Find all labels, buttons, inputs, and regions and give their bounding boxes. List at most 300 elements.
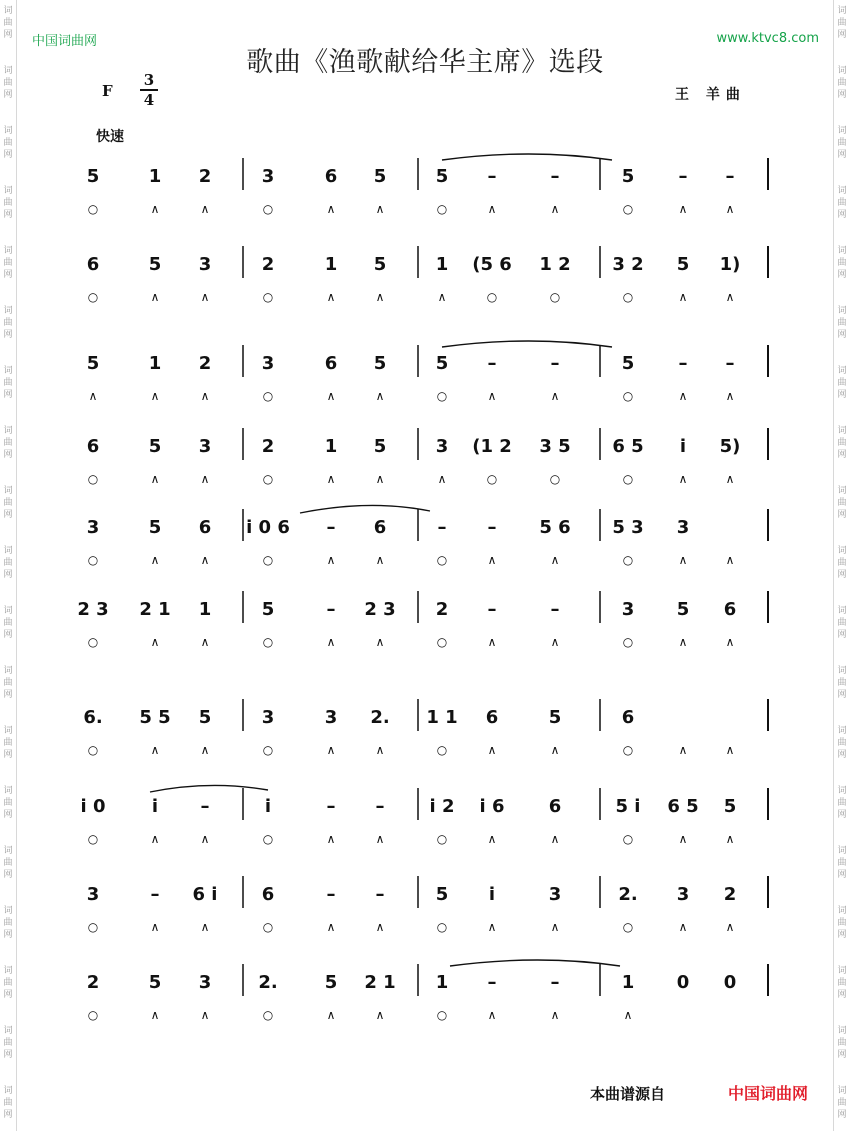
beat-mark: ○ bbox=[262, 472, 274, 486]
score-note: 6 bbox=[723, 599, 737, 620]
beat-mark: ○ bbox=[622, 472, 634, 486]
score-note: – bbox=[375, 796, 385, 817]
beat-mark: ∧ bbox=[678, 290, 688, 304]
footer-source-label: 本曲谱源自 bbox=[590, 1085, 666, 1103]
watermark-char: 曲 bbox=[3, 738, 13, 748]
beat-mark: ∧ bbox=[487, 832, 497, 846]
score-note: (5 6 bbox=[472, 254, 512, 275]
score-note: 5 bbox=[148, 972, 162, 993]
score-note: 2 bbox=[723, 884, 737, 905]
beat-mark: ∧ bbox=[678, 472, 688, 486]
score-note: 5 3 bbox=[612, 517, 644, 538]
beat-mark: ∧ bbox=[375, 920, 385, 934]
watermark-char: 词 bbox=[3, 546, 13, 556]
score-note: 2 bbox=[198, 166, 212, 187]
beat-mark: ∧ bbox=[150, 202, 160, 216]
beat-mark: ○ bbox=[549, 290, 561, 304]
watermark-char: 网 bbox=[3, 450, 13, 460]
tempo-marking: 快速 bbox=[96, 129, 124, 145]
score-note: – bbox=[550, 599, 560, 620]
watermark-char: 曲 bbox=[837, 138, 847, 148]
score-note: – bbox=[550, 353, 560, 374]
score-note: 3 bbox=[86, 517, 100, 538]
beat-mark: ○ bbox=[87, 472, 99, 486]
beat-mark: ○ bbox=[87, 1008, 99, 1022]
beat-mark: ∧ bbox=[487, 743, 497, 757]
score-note: 5 6 bbox=[539, 517, 571, 538]
beat-mark: ∧ bbox=[326, 743, 336, 757]
time-signature-top: 3 bbox=[143, 71, 155, 89]
beat-mark: ○ bbox=[486, 472, 498, 486]
score-note: 5 bbox=[723, 796, 737, 817]
watermark-char: 网 bbox=[837, 990, 847, 1000]
score-note: 5 bbox=[676, 254, 690, 275]
beat-mark: ○ bbox=[262, 743, 274, 757]
score-note: 6 bbox=[548, 796, 562, 817]
watermark-char: 网 bbox=[837, 810, 847, 820]
watermark-char: 曲 bbox=[3, 138, 13, 148]
tie-slur bbox=[300, 505, 430, 513]
beat-mark: ∧ bbox=[487, 1008, 497, 1022]
beat-mark: ∧ bbox=[678, 743, 688, 757]
watermark-char: 曲 bbox=[837, 978, 847, 988]
score-note: 3 bbox=[198, 254, 212, 275]
beat-mark: ○ bbox=[262, 832, 274, 846]
beat-mark: ∧ bbox=[150, 743, 160, 757]
beat-mark: ○ bbox=[87, 290, 99, 304]
score-note: 5 bbox=[148, 517, 162, 538]
score-note: 2. bbox=[618, 884, 638, 905]
score-note: 0 bbox=[676, 972, 690, 993]
beat-mark: ○ bbox=[262, 389, 274, 403]
beat-mark: ∧ bbox=[200, 553, 210, 567]
tie-slur bbox=[150, 785, 268, 792]
watermark-char: 词 bbox=[3, 726, 13, 736]
watermark-char: 词 bbox=[3, 1086, 13, 1096]
watermark-char: 词 bbox=[3, 66, 13, 76]
score-note: 3 bbox=[198, 436, 212, 457]
watermark-char: 词 bbox=[3, 1026, 13, 1036]
beat-mark: ○ bbox=[486, 290, 498, 304]
beat-mark: ∧ bbox=[326, 832, 336, 846]
watermark-char: 曲 bbox=[3, 798, 13, 808]
score-note: 1 bbox=[324, 436, 338, 457]
score-note: 1 bbox=[198, 599, 212, 620]
watermark-char: 网 bbox=[3, 810, 13, 820]
beat-mark: ○ bbox=[622, 635, 634, 649]
score-note: 5 5 bbox=[139, 707, 171, 728]
score-note: – bbox=[487, 972, 497, 993]
score-note: 3 bbox=[548, 884, 562, 905]
score-note: 6 5 bbox=[667, 796, 699, 817]
score-note: 1 bbox=[148, 166, 162, 187]
watermark-char: 词 bbox=[837, 246, 847, 256]
score-note: 2 bbox=[261, 436, 275, 457]
watermark-char: 曲 bbox=[837, 198, 847, 208]
score-note: 3 bbox=[86, 884, 100, 905]
watermark-char: 曲 bbox=[3, 1098, 13, 1108]
beat-mark: ○ bbox=[262, 1008, 274, 1022]
beat-mark: ∧ bbox=[550, 635, 560, 649]
watermark-char: 曲 bbox=[837, 18, 847, 28]
watermark-char: 词 bbox=[3, 606, 13, 616]
watermark-char: 词 bbox=[837, 786, 847, 796]
score-note: i bbox=[151, 796, 159, 817]
watermark-char: 词 bbox=[3, 366, 13, 376]
watermark-char: 网 bbox=[837, 1110, 847, 1120]
tie-slur bbox=[450, 960, 620, 966]
score-note: 1 2 bbox=[539, 254, 571, 275]
score-note: 1 bbox=[148, 353, 162, 374]
watermark-char: 网 bbox=[837, 1050, 847, 1060]
page-title: 歌曲《渔歌献给华主席》选段 bbox=[246, 47, 604, 78]
score-note: 5 bbox=[198, 707, 212, 728]
score-note: – bbox=[725, 353, 735, 374]
watermark-char: 网 bbox=[3, 1110, 13, 1120]
watermark-char: 网 bbox=[3, 330, 13, 340]
site-url-right[interactable]: www.ktvc8.com bbox=[716, 31, 819, 46]
watermark-char: 曲 bbox=[837, 678, 847, 688]
watermark-char: 网 bbox=[837, 90, 847, 100]
score-note: – bbox=[375, 884, 385, 905]
watermark-char: 曲 bbox=[3, 438, 13, 448]
score-note: 6 bbox=[198, 517, 212, 538]
watermark-char: 词 bbox=[837, 1026, 847, 1036]
beat-mark: ∧ bbox=[326, 202, 336, 216]
watermark-char: 网 bbox=[837, 390, 847, 400]
watermark-char: 词 bbox=[837, 906, 847, 916]
beat-mark: ∧ bbox=[326, 920, 336, 934]
watermark-char: 词 bbox=[837, 726, 847, 736]
watermark-char: 词 bbox=[3, 426, 13, 436]
watermark-char: 网 bbox=[3, 90, 13, 100]
score-note: 6 i bbox=[192, 884, 218, 905]
beat-mark: ∧ bbox=[150, 472, 160, 486]
beat-mark: ∧ bbox=[375, 635, 385, 649]
watermark-char: 曲 bbox=[3, 78, 13, 88]
beat-mark: ∧ bbox=[150, 635, 160, 649]
watermark-char: 网 bbox=[837, 630, 847, 640]
beat-mark: ○ bbox=[436, 553, 448, 567]
score-note: i 6 bbox=[479, 796, 505, 817]
watermark-char: 网 bbox=[837, 210, 847, 220]
watermark-char: 曲 bbox=[3, 978, 13, 988]
beat-mark: ∧ bbox=[487, 202, 497, 216]
score-note: i bbox=[264, 796, 272, 817]
watermark-char: 词 bbox=[3, 966, 13, 976]
time-signature-bottom: 4 bbox=[143, 91, 155, 109]
score-note: – bbox=[326, 884, 336, 905]
beat-mark: ∧ bbox=[150, 920, 160, 934]
beat-mark: ∧ bbox=[678, 553, 688, 567]
score-note: 3 bbox=[261, 353, 275, 374]
beat-mark: ○ bbox=[622, 743, 634, 757]
score-note: 6 bbox=[373, 517, 387, 538]
watermark-char: 曲 bbox=[837, 618, 847, 628]
watermark-char: 曲 bbox=[3, 618, 13, 628]
beat-mark: ○ bbox=[549, 472, 561, 486]
score-note: 5 i bbox=[615, 796, 641, 817]
beat-mark: ○ bbox=[87, 202, 99, 216]
score-note: – bbox=[326, 796, 336, 817]
watermark-char: 网 bbox=[3, 1050, 13, 1060]
beat-mark: ∧ bbox=[487, 635, 497, 649]
score-note: – bbox=[437, 517, 447, 538]
beat-mark: ○ bbox=[262, 920, 274, 934]
tie-slur bbox=[442, 341, 612, 347]
score-note: 5 bbox=[86, 353, 100, 374]
watermark-char: 词 bbox=[3, 6, 13, 16]
beat-mark: ∧ bbox=[200, 920, 210, 934]
watermark-char: 曲 bbox=[3, 918, 13, 928]
watermark-char: 曲 bbox=[3, 558, 13, 568]
watermark-char: 曲 bbox=[3, 378, 13, 388]
watermark-char: 网 bbox=[837, 930, 847, 940]
beat-mark: ∧ bbox=[326, 635, 336, 649]
watermark-char: 词 bbox=[837, 486, 847, 496]
beat-mark: ∧ bbox=[725, 389, 735, 403]
beat-mark: ○ bbox=[622, 553, 634, 567]
beat-mark: ∧ bbox=[678, 832, 688, 846]
score-note: 5 bbox=[676, 599, 690, 620]
watermark-char: 曲 bbox=[837, 258, 847, 268]
score-note: 6 bbox=[621, 707, 635, 728]
score-note: 5 bbox=[86, 166, 100, 187]
beat-mark: ○ bbox=[436, 1008, 448, 1022]
key-signature: F bbox=[102, 82, 113, 100]
score-note: 5 bbox=[621, 353, 635, 374]
score-note: – bbox=[550, 166, 560, 187]
beat-mark: ○ bbox=[87, 743, 99, 757]
beat-mark: ∧ bbox=[150, 832, 160, 846]
composer-credit: 王 羊曲 bbox=[675, 87, 746, 103]
score-note: 5 bbox=[148, 254, 162, 275]
beat-mark: ∧ bbox=[623, 1008, 633, 1022]
footer-site-link[interactable]: 中国词曲网 bbox=[728, 1084, 809, 1103]
watermark-char: 词 bbox=[837, 546, 847, 556]
watermark-char: 网 bbox=[3, 210, 13, 220]
score-note: 1 bbox=[435, 972, 449, 993]
beat-mark: ∧ bbox=[550, 743, 560, 757]
score-note: 5 bbox=[621, 166, 635, 187]
beat-mark: ∧ bbox=[150, 1008, 160, 1022]
beat-mark: ∧ bbox=[678, 920, 688, 934]
beat-mark: ∧ bbox=[326, 1008, 336, 1022]
score-note: 5 bbox=[324, 972, 338, 993]
beat-mark: ∧ bbox=[487, 553, 497, 567]
watermark-char: 曲 bbox=[3, 498, 13, 508]
watermark-char: 曲 bbox=[837, 378, 847, 388]
beat-mark: ○ bbox=[262, 290, 274, 304]
score-note: – bbox=[487, 599, 497, 620]
beat-mark: ∧ bbox=[725, 635, 735, 649]
watermark-char: 网 bbox=[837, 270, 847, 280]
score-note: 3 bbox=[198, 972, 212, 993]
watermark-char: 曲 bbox=[837, 438, 847, 448]
score-note: 5 bbox=[435, 166, 449, 187]
site-logo-left[interactable]: 中国词曲网 bbox=[32, 34, 98, 49]
watermark-char: 网 bbox=[3, 870, 13, 880]
watermark-char: 词 bbox=[3, 906, 13, 916]
beat-mark: ∧ bbox=[200, 389, 210, 403]
beat-mark: ○ bbox=[87, 635, 99, 649]
score-note: 6 bbox=[485, 707, 499, 728]
beat-mark: ○ bbox=[87, 920, 99, 934]
watermark-char: 曲 bbox=[837, 1038, 847, 1048]
beat-mark: ∧ bbox=[150, 553, 160, 567]
beat-mark: ∧ bbox=[326, 389, 336, 403]
score-note: 3 2 bbox=[612, 254, 644, 275]
watermark-char: 词 bbox=[837, 306, 847, 316]
score-note: 0 bbox=[723, 972, 737, 993]
score-note: 5 bbox=[261, 599, 275, 620]
beat-mark: ∧ bbox=[326, 553, 336, 567]
watermark-char: 网 bbox=[837, 690, 847, 700]
watermark-char: 词 bbox=[837, 966, 847, 976]
beat-mark: ○ bbox=[622, 832, 634, 846]
beat-mark: ∧ bbox=[200, 1008, 210, 1022]
beat-mark: ∧ bbox=[375, 389, 385, 403]
score-note: 1 bbox=[621, 972, 635, 993]
watermark-char: 曲 bbox=[3, 18, 13, 28]
score-note: 3 bbox=[676, 517, 690, 538]
beat-mark: ∧ bbox=[200, 832, 210, 846]
score-note: 5 bbox=[373, 254, 387, 275]
beat-mark: ∧ bbox=[725, 920, 735, 934]
beat-mark: ∧ bbox=[487, 389, 497, 403]
watermark-char: 词 bbox=[837, 6, 847, 16]
score-note: 5 bbox=[373, 436, 387, 457]
beat-mark: ∧ bbox=[375, 553, 385, 567]
beat-mark: ∧ bbox=[375, 202, 385, 216]
beat-mark: ○ bbox=[622, 389, 634, 403]
beat-mark: ∧ bbox=[725, 202, 735, 216]
watermark-char: 曲 bbox=[837, 738, 847, 748]
watermark-char: 词 bbox=[837, 186, 847, 196]
score-note: 6 5 bbox=[612, 436, 644, 457]
score-note: 3 bbox=[676, 884, 690, 905]
watermark-char: 网 bbox=[3, 690, 13, 700]
beat-mark: ○ bbox=[436, 920, 448, 934]
score-note: 2 bbox=[198, 353, 212, 374]
beat-mark: ∧ bbox=[725, 290, 735, 304]
beat-mark: ∧ bbox=[200, 635, 210, 649]
score-note: – bbox=[487, 517, 497, 538]
watermark-char: 曲 bbox=[837, 918, 847, 928]
score-note: 2. bbox=[370, 707, 390, 728]
score-note: 3 5 bbox=[539, 436, 571, 457]
watermark-char: 词 bbox=[3, 126, 13, 136]
beat-mark: ∧ bbox=[678, 202, 688, 216]
score-note: 5 bbox=[548, 707, 562, 728]
watermark-char: 词 bbox=[837, 1086, 847, 1096]
watermark-char: 曲 bbox=[3, 318, 13, 328]
beat-mark: ∧ bbox=[550, 389, 560, 403]
watermark-char: 网 bbox=[837, 450, 847, 460]
watermark-char: 网 bbox=[837, 510, 847, 520]
watermark-char: 曲 bbox=[837, 1098, 847, 1108]
watermark-char: 网 bbox=[3, 990, 13, 1000]
beat-mark: ∧ bbox=[200, 743, 210, 757]
watermark-char: 网 bbox=[3, 510, 13, 520]
watermark-char: 曲 bbox=[837, 498, 847, 508]
score-note: – bbox=[487, 353, 497, 374]
score-note: 5 bbox=[435, 884, 449, 905]
watermark-char: 网 bbox=[3, 570, 13, 580]
beat-mark: ∧ bbox=[375, 832, 385, 846]
watermark-char: 曲 bbox=[3, 1038, 13, 1048]
watermark-char: 网 bbox=[837, 30, 847, 40]
score-note: 2 1 bbox=[139, 599, 171, 620]
score-note: 1 bbox=[435, 254, 449, 275]
beat-mark: ∧ bbox=[375, 290, 385, 304]
score-note: – bbox=[150, 884, 160, 905]
watermark-char: 词 bbox=[837, 66, 847, 76]
score-note: i 0 6 bbox=[246, 517, 290, 538]
watermark-char: 词 bbox=[3, 666, 13, 676]
beat-mark: ∧ bbox=[200, 202, 210, 216]
beat-mark: ∧ bbox=[725, 472, 735, 486]
beat-mark: ∧ bbox=[326, 472, 336, 486]
watermark-char: 词 bbox=[3, 186, 13, 196]
watermark-char: 曲 bbox=[837, 558, 847, 568]
watermark-char: 词 bbox=[837, 366, 847, 376]
watermark-char: 词 bbox=[3, 486, 13, 496]
score-note: 6 bbox=[86, 436, 100, 457]
watermark-char: 词 bbox=[3, 846, 13, 856]
watermark-char: 词 bbox=[3, 306, 13, 316]
watermark-char: 网 bbox=[837, 150, 847, 160]
score-note: 1 bbox=[324, 254, 338, 275]
beat-mark: ∧ bbox=[375, 1008, 385, 1022]
beat-mark: ∧ bbox=[326, 290, 336, 304]
score-note: – bbox=[550, 972, 560, 993]
watermark-char: 词 bbox=[3, 246, 13, 256]
score-note: 2 3 bbox=[77, 599, 109, 620]
score-note: – bbox=[725, 166, 735, 187]
watermark-char: 网 bbox=[3, 150, 13, 160]
beat-mark: ○ bbox=[87, 832, 99, 846]
score-note: – bbox=[678, 166, 688, 187]
watermark-char: 词 bbox=[837, 606, 847, 616]
beat-mark: ∧ bbox=[725, 553, 735, 567]
beat-mark: ∧ bbox=[725, 743, 735, 757]
score-note: 2 bbox=[86, 972, 100, 993]
score-note: 5 bbox=[373, 353, 387, 374]
score-note: 3 bbox=[324, 707, 338, 728]
watermark-char: 词 bbox=[837, 426, 847, 436]
watermark-char: 曲 bbox=[837, 78, 847, 88]
beat-mark: ○ bbox=[436, 635, 448, 649]
watermark-char: 网 bbox=[3, 930, 13, 940]
beat-mark: ∧ bbox=[88, 389, 98, 403]
score-note: 5) bbox=[719, 436, 741, 457]
watermark-char: 网 bbox=[3, 750, 13, 760]
watermark-char: 网 bbox=[3, 390, 13, 400]
score-note: 2 bbox=[261, 254, 275, 275]
score-note: – bbox=[678, 353, 688, 374]
watermark-char: 网 bbox=[3, 630, 13, 640]
score-note: 2 3 bbox=[364, 599, 396, 620]
watermark-char: 网 bbox=[3, 30, 13, 40]
watermark-char: 网 bbox=[3, 270, 13, 280]
beat-mark: ∧ bbox=[550, 202, 560, 216]
watermark-char: 曲 bbox=[837, 798, 847, 808]
beat-mark: ∧ bbox=[150, 389, 160, 403]
score-note: 3 bbox=[261, 707, 275, 728]
watermark-char: 曲 bbox=[3, 198, 13, 208]
beat-mark: ∧ bbox=[150, 290, 160, 304]
